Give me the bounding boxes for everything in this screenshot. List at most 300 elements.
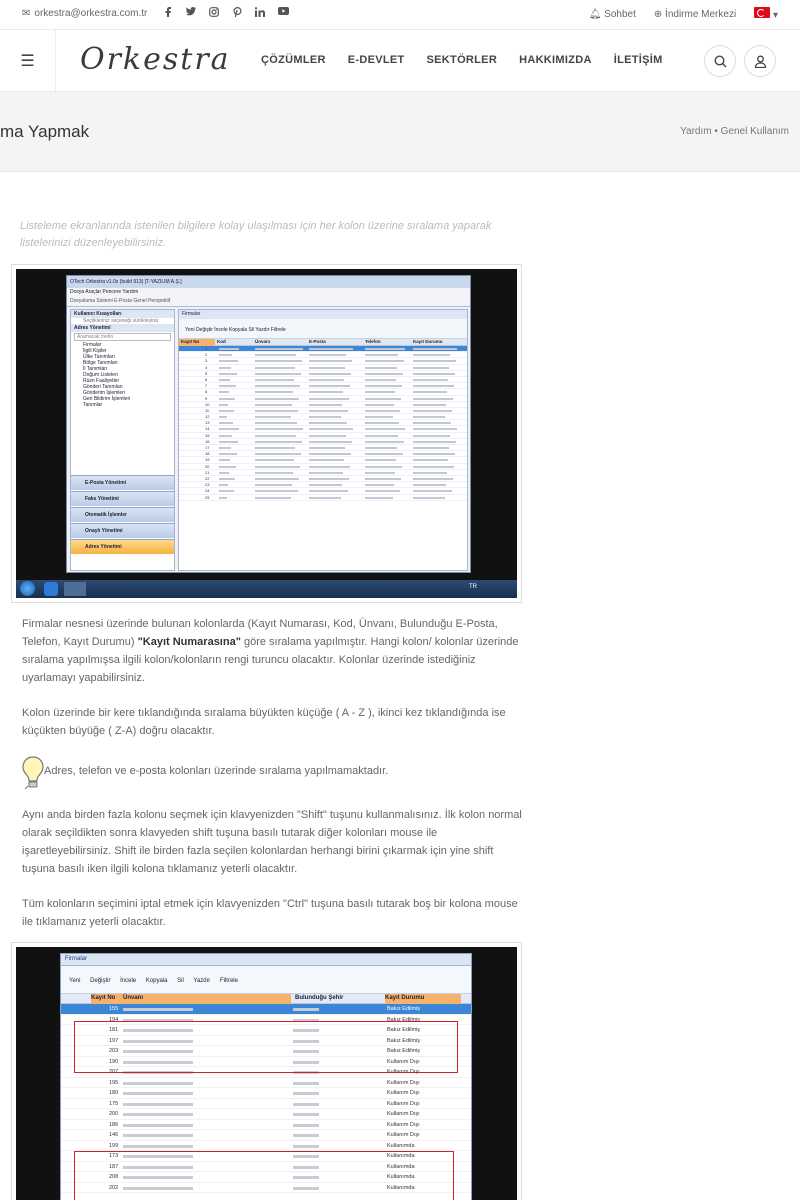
blurred-cell — [293, 1092, 319, 1095]
blurred-cell — [219, 422, 233, 424]
social-links — [162, 7, 289, 20]
blurred-cell — [255, 453, 301, 455]
pinterest-icon[interactable] — [231, 7, 243, 20]
status-cell: Kullanımda — [387, 1153, 415, 1159]
row-number: 14 — [205, 426, 210, 432]
blurred-cell — [365, 472, 395, 474]
language-selector[interactable] — [754, 7, 778, 21]
blurred-cell — [309, 379, 344, 381]
blurred-cell — [255, 354, 296, 356]
blurred-cell — [255, 410, 298, 412]
status-cell: Kullanım Dışı — [387, 1111, 420, 1117]
blurred-cell — [293, 1082, 319, 1085]
list-toolbar: Yeni Değiştir İncele Kopyala Sil Yazdır Filtrele — [61, 966, 471, 994]
blurred-cell — [365, 459, 396, 461]
blurred-cell — [413, 348, 457, 350]
row-number: 197 — [109, 1037, 119, 1044]
left-item: Tanımlar — [83, 402, 103, 408]
turkey-flag-icon — [754, 7, 770, 18]
blurred-cell — [309, 447, 345, 449]
blurred-cell — [255, 422, 297, 424]
blurred-cell — [365, 391, 395, 393]
tray-language: TR — [469, 584, 477, 590]
blurred-cell — [365, 348, 405, 350]
blurred-cell — [255, 404, 292, 406]
blurred-cell — [309, 416, 341, 418]
column-header-sorted: Kayıt No — [91, 994, 123, 1004]
download-center-link[interactable] — [654, 9, 736, 20]
row-number: 175 — [109, 1100, 119, 1107]
twitter-icon[interactable] — [185, 7, 197, 20]
left-sub: Seçtikleriniz seçeneği sürükleyiniz — [83, 318, 159, 324]
blurred-cell — [309, 360, 352, 362]
blurred-cell — [255, 391, 293, 393]
lightbulb-icon — [20, 755, 46, 791]
blurred-cell — [413, 398, 453, 400]
blurred-cell — [309, 478, 349, 480]
blurred-cell — [413, 379, 448, 381]
blurred-cell — [365, 367, 397, 369]
start-icon — [20, 581, 35, 596]
blurred-cell — [309, 497, 341, 499]
nav-item-cozumler[interactable]: ÇÖZÜMLER — [261, 54, 326, 66]
blurred-cell — [123, 1134, 193, 1137]
status-cell: Bakız Edilmiş — [387, 1016, 421, 1023]
blurred-cell — [123, 1092, 193, 1095]
paragraph-shift: Aynı anda birden fazla kolonu seçmek için klavyenizden "Shift" tuşunu kullanmalısınız. İlk kolon normal olarak seçildikten sonra klavyeden shift tuşuna basılı tutarak diğer kolonları mouse ile işaretleyebilirsiniz. Shift ile birden fazla seçilen kolonlardan herhangi birini çıkarmak için yine shift tuşuna basılı iken ilgili kolona tıklamanız yeterli olacaktır. — [22, 809, 522, 875]
row-number: 1 — [205, 346, 208, 351]
blurred-cell — [219, 354, 232, 356]
blurred-cell — [255, 484, 292, 486]
blurred-cell — [413, 354, 450, 356]
blurred-cell — [309, 348, 353, 350]
blurred-cell — [293, 1008, 319, 1011]
blurred-cell — [293, 1145, 319, 1148]
blurred-cell — [255, 435, 296, 437]
blurred-cell — [309, 410, 348, 412]
row-number: 22 — [205, 475, 210, 481]
app-window — [66, 275, 471, 573]
blurred-cell — [255, 490, 298, 492]
blurred-cell — [123, 1145, 193, 1148]
paragraph-bold: "Kayıt Numarasına" — [137, 636, 241, 648]
accordion-item: Otomatik İşlemler — [71, 507, 174, 522]
column-header: Kayıt Durumu — [413, 339, 443, 344]
row-number: 23 — [205, 482, 210, 488]
blurred-cell — [365, 484, 394, 486]
grid-header — [179, 339, 467, 346]
blurred-cell — [309, 435, 346, 437]
screenshot-2 — [11, 942, 522, 1200]
paragraph-ctrl: Tüm kolonların seçimini iptal etmek için klavyenizden "Ctrl" tuşuna basılı tutarak boş bir kolona mouse ile tıklamanız yeterli olacaktır. — [22, 898, 518, 928]
left-search: Aramacak metin — [74, 333, 171, 341]
blurred-cell — [309, 404, 342, 406]
row-number: 194 — [109, 1016, 119, 1023]
search-icon — [714, 55, 727, 68]
blurred-cell — [219, 466, 236, 468]
status-cell: Kullanımda — [387, 1163, 415, 1170]
top-bar — [0, 0, 800, 30]
blurred-cell — [309, 484, 342, 486]
blurred-cell — [293, 1124, 319, 1127]
user-button[interactable] — [744, 45, 776, 77]
nav-item-iletisim[interactable]: İLETİŞİM — [613, 54, 663, 66]
row-number: 17 — [205, 445, 210, 450]
row-number: 10 — [205, 401, 210, 407]
blurred-cell — [219, 497, 227, 499]
blurred-cell — [365, 478, 401, 480]
blurred-cell — [219, 428, 239, 430]
blurred-cell — [413, 422, 451, 424]
screenshot-1-image — [16, 269, 517, 598]
blurred-cell — [219, 478, 235, 480]
blurred-cell — [309, 398, 349, 400]
app-menu: Dosya Araçlar Pencere Yardım — [67, 288, 470, 297]
blurred-cell — [219, 490, 234, 492]
facebook-icon[interactable] — [162, 7, 174, 20]
paragraph-text: göre sıralama yapılmıştır. Hangi kolon/ kolonlar üzerinde sıralama yapılmışsa ilgili kolon/kolonların rengi turuncu olacaktır. Kolonlar üzerinde istediğiniz uyarlamayı yapabilirsiniz. — [22, 636, 519, 684]
download-icon: ⊕ — [653, 8, 663, 20]
caret-down-icon: ▾ — [772, 10, 778, 21]
left-item: Bölge Tanımları — [83, 360, 118, 366]
blurred-cell — [413, 428, 457, 430]
app-task-icon — [64, 582, 86, 596]
table-row — [61, 1088, 471, 1099]
row-number: 15 — [205, 432, 210, 438]
panel-tab: Firmalar — [179, 310, 467, 319]
blurred-cell — [219, 348, 239, 350]
column-header-sorted: Ünvanı — [123, 994, 291, 1004]
blurred-cell — [219, 453, 237, 455]
blurred-cell — [365, 379, 396, 381]
list-tab: Firmalar — [61, 954, 471, 966]
row-number: 5 — [205, 370, 208, 376]
column-header-sorted: Kayıt No — [179, 339, 215, 346]
blurred-cell — [219, 391, 229, 393]
row-number: 208 — [109, 1174, 119, 1180]
breadcrumb[interactable]: Yardım • Genel Kullanım — [680, 126, 789, 137]
paragraph-text: Firmalar nesnesi üzerinde bulunan kolonlarda (Kayıt Numarası, Kod, Ünvanı, Bulunduğu E-Posta, Telefon, Kayıt Durumu) — [22, 618, 498, 648]
status-cell: Kullanım Dışı — [387, 1058, 420, 1065]
site-logo[interactable]: Orkestra — [80, 42, 231, 77]
blurred-cell — [413, 360, 456, 362]
screenshot-1 — [11, 264, 522, 603]
blurred-cell — [413, 410, 452, 412]
row-number: 186 — [109, 1121, 119, 1128]
nav-item-hakkimizda[interactable]: HAKKIMIZDA — [519, 54, 592, 66]
screenshot-2-image — [16, 947, 517, 1200]
blurred-cell — [365, 360, 404, 362]
blurred-cell — [123, 1113, 193, 1116]
row-number: 25 — [205, 494, 210, 500]
blurred-cell — [255, 348, 303, 350]
firms-panel — [178, 309, 468, 571]
blurred-cell — [365, 422, 399, 424]
chat-link[interactable] — [589, 9, 636, 20]
accordion-item: E-Posta Yönetimi — [71, 475, 174, 490]
table-row — [61, 1099, 471, 1110]
email-link[interactable] — [22, 8, 147, 19]
nav-item-e-devlet[interactable]: E-DEVLET — [347, 54, 405, 66]
blurred-cell — [255, 367, 295, 369]
row-number: 16 — [205, 438, 210, 444]
search-button[interactable] — [704, 45, 736, 77]
blurred-cell — [413, 478, 453, 480]
row-number: 200 — [109, 1111, 119, 1117]
blurred-cell — [365, 416, 393, 418]
accordion-item: Faks Yönetimi — [71, 491, 174, 506]
row-number: 195 — [109, 1079, 119, 1086]
status-cell: Kullanımda — [387, 1184, 415, 1191]
left-item: Geri Bildirim İşlemleri — [83, 396, 131, 402]
blurred-cell — [309, 391, 343, 393]
hamburger-icon: ☰ — [20, 53, 35, 70]
blurred-cell — [219, 459, 230, 461]
blurred-cell — [365, 466, 402, 468]
status-cell: Bakız Edilmiş — [387, 1037, 421, 1044]
blurred-cell — [219, 416, 227, 418]
menu-button[interactable] — [0, 30, 56, 92]
left-item: Gönderi Tanımları — [83, 384, 123, 390]
row-number: 12 — [205, 414, 210, 420]
row-number: 21 — [205, 469, 210, 475]
blurred-cell — [219, 435, 232, 437]
browser-icon — [44, 582, 58, 596]
page-title-band — [0, 92, 800, 172]
user-icon — [754, 55, 767, 68]
left-items — [71, 342, 174, 408]
blurred-cell — [413, 416, 445, 418]
blurred-cell — [309, 441, 352, 443]
row-number: 7 — [205, 383, 208, 389]
row-number: 199 — [109, 1142, 119, 1149]
intro-text: Listeleme ekranlarında istenilen bilgilere kolay ulaşılması için her kolon üzerine sıralama yaparak listelerinizi düzenleyebilirsiniz. — [20, 220, 492, 249]
blurred-cell — [219, 410, 234, 412]
blurred-cell — [255, 466, 300, 468]
blurred-cell — [413, 472, 447, 474]
blurred-cell — [365, 404, 394, 406]
mail-icon: ✉ — [22, 8, 31, 19]
blurred-cell — [219, 441, 238, 443]
blurred-cell — [413, 466, 454, 468]
blurred-cell — [413, 490, 452, 492]
youtube-icon[interactable] — [277, 7, 289, 20]
row-number: 8 — [205, 389, 208, 395]
table-row — [61, 1120, 471, 1131]
blurred-cell — [123, 1103, 193, 1106]
row-number: 155 — [109, 1006, 119, 1012]
grid-rows — [179, 346, 467, 501]
left-header-1: Kullanıcı Kısayolları — [71, 310, 174, 318]
column-header: Bulunduğu Şehir — [295, 995, 344, 1001]
nav-item-sektorler[interactable]: SEKTÖRLER — [426, 54, 498, 66]
blurred-cell — [365, 373, 403, 375]
blurred-cell — [309, 453, 351, 455]
row-number: 6 — [205, 376, 208, 382]
window-title: OTech Orkestra v1.0x (build 913) [T-YAZILIM A.Ş.] — [67, 276, 470, 288]
table-row — [61, 1078, 471, 1089]
email-text: orkestra@orkestra.com.tr — [34, 8, 148, 19]
row-number: 146 — [109, 1132, 119, 1138]
column-header: Telefon — [365, 339, 381, 344]
row-number: 18 — [205, 451, 210, 457]
blurred-cell — [219, 367, 231, 369]
row-number: 24 — [205, 488, 210, 494]
column-header-sorted: Kayıt Durumu — [385, 994, 461, 1004]
blurred-cell — [365, 354, 398, 356]
blurred-cell — [255, 447, 295, 449]
row-number: 203 — [109, 1048, 119, 1054]
tip-text: Adres, telefon ve e-posta kolonları üzerinde sıralama yapılmamaktadır. — [44, 765, 389, 777]
blurred-cell — [413, 453, 455, 455]
table-row — [61, 1109, 471, 1120]
page-title: ma Yapmak — [0, 122, 90, 141]
taskbar — [16, 580, 517, 598]
row-number: 4 — [205, 364, 208, 370]
list-header — [61, 994, 471, 1004]
blurred-cell — [365, 453, 403, 455]
bell-icon: 🔔︎ — [588, 8, 602, 20]
panel-toolbar: Yeni Değiştir İncele Kopyala Sil Yazdır Filtrele — [179, 319, 467, 339]
status-cell: Kullanım Dışı — [387, 1121, 420, 1128]
row-number: 190 — [109, 1058, 119, 1065]
status-cell: Kullanım Dışı — [387, 1090, 420, 1096]
main-nav — [261, 54, 663, 66]
instagram-icon[interactable] — [208, 7, 220, 20]
app-tabs: Dosyalama Sistemi E-Posta Genel Perspektif — [67, 297, 470, 307]
blurred-cell — [309, 472, 343, 474]
blurred-cell — [255, 385, 300, 387]
left-item: İlgili Kişiler — [83, 348, 107, 354]
blurred-cell — [365, 441, 404, 443]
blurred-cell — [123, 1124, 193, 1127]
row-number: 173 — [109, 1153, 119, 1159]
status-cell: Kullanım Dışı — [387, 1100, 420, 1107]
blurred-cell — [413, 435, 450, 437]
blurred-cell — [255, 459, 294, 461]
blurred-cell — [219, 404, 228, 406]
blurred-cell — [219, 484, 228, 486]
blurred-cell — [255, 441, 302, 443]
blurred-cell — [309, 373, 351, 375]
blurred-cell — [219, 398, 235, 400]
blurred-cell — [365, 490, 400, 492]
left-item: Doğum Listeleri — [83, 372, 118, 378]
main-header — [0, 30, 800, 92]
status-cell: Kullanımda — [387, 1174, 415, 1180]
blurred-cell — [365, 385, 402, 387]
row-number: 13 — [205, 420, 210, 426]
row-number: 187 — [109, 1163, 119, 1170]
status-cell: Bakız Edilmiş — [387, 1027, 421, 1033]
blurred-cell — [309, 422, 347, 424]
status-cell: Kullanım Dışı — [387, 1132, 420, 1138]
left-header-2: Adres Yönetimi — [71, 324, 174, 332]
blurred-cell — [293, 1103, 319, 1106]
column-header: E-Posta — [309, 339, 326, 344]
status-cell: Bakız Edilmiş — [387, 1006, 421, 1012]
blurred-cell — [255, 398, 299, 400]
status-cell: Kullanım Dışı — [387, 1069, 420, 1075]
chat-label: Sohbet — [604, 8, 636, 20]
blurred-cell — [255, 472, 293, 474]
accordion-item: Onaylı Yönetimi — [71, 523, 174, 538]
blurred-cell — [123, 1008, 193, 1011]
blurred-cell — [309, 428, 353, 430]
blurred-cell — [413, 441, 456, 443]
row-number: 20 — [205, 463, 210, 469]
blurred-cell — [365, 447, 397, 449]
table-row — [61, 1004, 471, 1015]
status-cell: Bakız Edilmiş — [387, 1048, 421, 1054]
blurred-cell — [219, 385, 236, 387]
blurred-cell — [413, 385, 454, 387]
row-number: 9 — [205, 395, 208, 401]
table-row — [61, 1130, 471, 1141]
blurred-cell — [413, 391, 447, 393]
table-row — [61, 1141, 471, 1152]
blurred-cell — [365, 497, 393, 499]
status-cell: Kullanım Dışı — [387, 1079, 420, 1086]
blurred-cell — [255, 360, 302, 362]
blurred-cell — [413, 367, 449, 369]
blurred-cell — [255, 478, 299, 480]
row-number: 2 — [205, 352, 208, 358]
left-item: Ülke Tanımları — [83, 354, 115, 360]
download-label: İndirme Merkezi — [665, 8, 737, 20]
row-number: 207 — [109, 1069, 119, 1075]
blurred-cell — [413, 484, 446, 486]
table-row — [179, 495, 467, 501]
left-item: Gönderim İşlemleri — [83, 390, 125, 396]
blurred-cell — [365, 398, 401, 400]
linkedin-icon[interactable] — [254, 7, 266, 20]
blurred-cell — [255, 416, 291, 418]
row-number: 11 — [205, 407, 210, 413]
blurred-cell — [365, 410, 400, 412]
blurred-cell — [413, 497, 445, 499]
blurred-cell — [413, 404, 446, 406]
blurred-cell — [309, 367, 345, 369]
accordion-item-active: Adres Yönetimi — [71, 539, 174, 554]
left-item: Rüzn Faaliyetler — [83, 378, 120, 384]
blurred-cell — [309, 354, 346, 356]
row-number: 3 — [205, 358, 208, 364]
blurred-cell — [293, 1134, 319, 1137]
blurred-cell — [309, 490, 348, 492]
blurred-cell — [309, 385, 350, 387]
blurred-cell — [219, 447, 231, 449]
highlight-box — [74, 1151, 454, 1200]
left-item: İl Tanımları — [83, 366, 108, 372]
blurred-cell — [413, 459, 448, 461]
blurred-cell — [255, 497, 291, 499]
blurred-cell — [219, 360, 238, 362]
blurred-cell — [219, 379, 230, 381]
column-header: Kod — [217, 339, 226, 344]
row-number: 19 — [205, 457, 210, 463]
blurred-cell — [123, 1082, 193, 1085]
paragraph-sorting — [22, 615, 522, 687]
highlight-box — [74, 1021, 458, 1073]
left-item: Firmalar — [83, 342, 102, 348]
row-number: 180 — [109, 1090, 119, 1096]
column-header: Ünvanı — [255, 339, 271, 344]
paragraph-click: Kolon üzerinde bir kere tıklandığında sıralama büyükten küçüğe ( A - Z ), ikinci kez tıklandığında ise küçükten büyüğe ( Z-A) doğru olacaktır. — [22, 707, 506, 737]
blurred-cell — [365, 428, 405, 430]
blurred-cell — [219, 472, 229, 474]
left-panel — [70, 309, 175, 571]
